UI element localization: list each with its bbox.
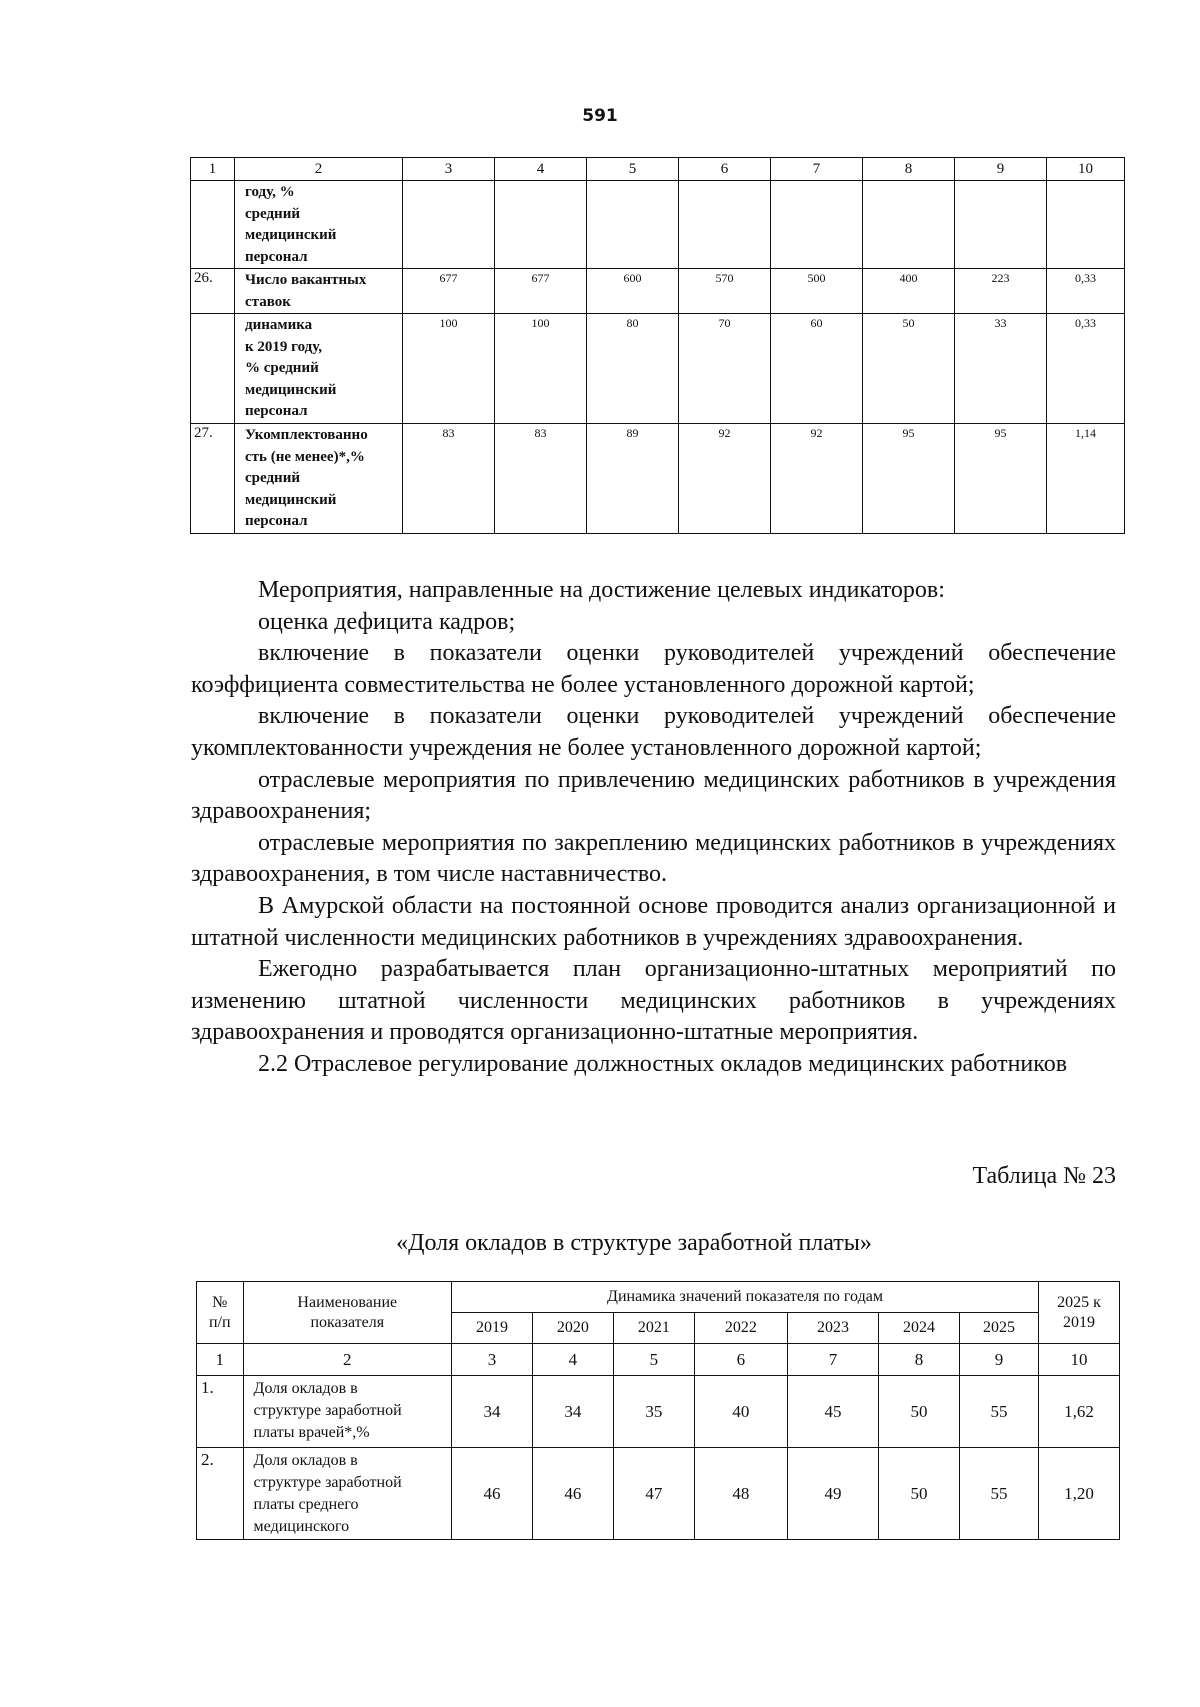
indicator-name — [243, 1376, 451, 1448]
value-cell: 95 — [863, 424, 955, 534]
name-line: платы среднего — [253, 1496, 359, 1513]
col-number: 3 — [452, 1344, 533, 1376]
value-cell — [495, 181, 587, 269]
value-cell — [771, 181, 863, 269]
column-numbers-row — [197, 1344, 1120, 1376]
column-numbers-row — [191, 158, 1125, 181]
value-cell: 80 — [587, 314, 679, 424]
col-number: 6 — [694, 1344, 787, 1376]
name-line: структуре заработной — [253, 1402, 402, 1419]
value-cell: 89 — [587, 424, 679, 534]
paragraph: включение в показатели оценки руководителей учреждений обеспечение коэффициента совместительства не более установленного дорожной картой; — [191, 640, 1116, 698]
header-line: 2025 к — [1057, 1293, 1101, 1311]
value-cell — [403, 181, 495, 269]
indicator-name — [235, 181, 403, 269]
name-line: средний — [245, 470, 300, 486]
row-number — [191, 314, 235, 424]
value-cell: 33 — [955, 314, 1047, 424]
year-cell: 2022 — [694, 1313, 787, 1344]
col-number: 10 — [1038, 1344, 1119, 1376]
page-number: 591 — [582, 106, 618, 126]
header-line: п/п — [208, 1313, 231, 1331]
indicator-name — [235, 424, 403, 534]
name-line: средний — [245, 205, 300, 222]
value-cell: 40 — [694, 1376, 787, 1448]
col-number: 5 — [613, 1344, 694, 1376]
col-number: 7 — [771, 158, 863, 181]
col-number: 10 — [1047, 158, 1125, 181]
value-cell: 92 — [771, 424, 863, 534]
paragraph: оценка дефицита кадров; — [258, 608, 516, 635]
col-number: 2 — [235, 158, 403, 181]
value-cell: 500 — [771, 269, 863, 314]
row-number: 26. — [191, 269, 235, 314]
salary-share-table — [196, 1281, 1120, 1540]
table-title-text: «Доля окладов в структуре заработной платы» — [396, 1230, 872, 1256]
name-line: сть (не менее)*,% — [245, 448, 365, 465]
name-line: Укомплектованно — [245, 427, 368, 443]
col-number: 6 — [679, 158, 771, 181]
value-cell: 47 — [613, 1448, 694, 1540]
col-number: 5 — [587, 158, 679, 181]
paragraph: отраслевые мероприятия по закреплению медицинских работников в учреждениях здравоохранения, в том числе наставничество. — [191, 829, 1116, 888]
indicator-name — [243, 1448, 451, 1540]
year-cell: 2023 — [787, 1313, 878, 1344]
table-label: Таблица № 23 — [972, 1163, 1116, 1189]
name-line: динамика — [245, 317, 313, 333]
name-line: к 2019 году, — [245, 338, 322, 355]
col-number: 1 — [197, 1344, 244, 1376]
value-cell: 35 — [613, 1376, 694, 1448]
paragraph: Мероприятия, направленные на достижение целевых индикаторов: — [258, 577, 945, 603]
name-line: медицинского — [253, 1518, 350, 1535]
value-cell: 70 — [679, 314, 771, 424]
col-number: 9 — [959, 1344, 1038, 1376]
value-cell: 48 — [694, 1448, 787, 1540]
value-cell: 600 — [587, 269, 679, 314]
year-cell: 2020 — [532, 1313, 613, 1344]
header-line: № — [212, 1293, 228, 1311]
indicator-name — [235, 269, 403, 314]
col-number: 1 — [191, 158, 235, 181]
value-cell: 0,33 — [1047, 314, 1125, 424]
header-row — [197, 1282, 1120, 1313]
year-cell: 2025 — [959, 1313, 1038, 1344]
value-cell: 1,62 — [1038, 1376, 1119, 1448]
value-cell: 55 — [959, 1448, 1038, 1540]
value-cell: 46 — [452, 1448, 533, 1540]
header-line: показателя — [310, 1313, 385, 1331]
value-cell: 677 — [495, 269, 587, 314]
value-cell: 0,33 — [1047, 269, 1125, 314]
name-line: году, % — [245, 184, 295, 200]
value-cell: 92 — [679, 424, 771, 534]
value-cell: 60 — [771, 314, 863, 424]
col-number: 8 — [863, 158, 955, 181]
header-name — [243, 1282, 451, 1344]
value-cell: 55 — [959, 1376, 1038, 1448]
year-cell: 2019 — [452, 1313, 533, 1344]
name-line: Доля окладов в — [253, 1380, 358, 1397]
table-row — [191, 314, 1125, 424]
row-number: 2. — [197, 1448, 244, 1540]
col-number: 3 — [403, 158, 495, 181]
col-number: 4 — [532, 1344, 613, 1376]
name-line: структуре заработной — [253, 1474, 402, 1491]
name-line: персонал — [245, 248, 308, 265]
header-num — [197, 1282, 244, 1344]
value-cell — [679, 181, 771, 269]
name-line: персонал — [245, 403, 308, 419]
value-cell — [955, 181, 1047, 269]
value-cell: 50 — [879, 1376, 960, 1448]
paragraph: Ежегодно разрабатывается план организационно-штатных мероприятий по изменению штатной численности медицинских работников в учреждениях здравоохранения и проводятся организационно-штатные мероприятия. — [191, 956, 1116, 1046]
value-cell — [587, 181, 679, 269]
indicators-table-continuation — [190, 157, 1125, 534]
value-cell — [1047, 181, 1125, 269]
paragraph: отраслевые мероприятия по привлечению медицинских работников в учреждения здравоохранения; — [191, 766, 1116, 825]
value-cell: 34 — [452, 1376, 533, 1448]
section-heading: 2.2 Отраслевое регулирование должностных окладов медицинских работников — [258, 1050, 1068, 1077]
value-cell: 83 — [403, 424, 495, 534]
name-line: медицинский — [245, 381, 337, 398]
year-cell: 2024 — [879, 1313, 960, 1344]
value-cell: 223 — [955, 269, 1047, 314]
table-title — [0, 1230, 1200, 1257]
table-row — [191, 424, 1125, 534]
header-line: Наименование — [297, 1293, 398, 1311]
header-ratio — [1038, 1282, 1119, 1344]
value-cell: 1,14 — [1047, 424, 1125, 534]
header-line: 2019 — [1062, 1313, 1095, 1331]
value-cell: 46 — [532, 1448, 613, 1540]
value-cell: 50 — [879, 1448, 960, 1540]
value-cell: 83 — [495, 424, 587, 534]
value-cell: 100 — [403, 314, 495, 424]
col-number: 4 — [495, 158, 587, 181]
name-line: Доля окладов в — [253, 1452, 358, 1469]
name-line: Число вакантных — [245, 272, 367, 288]
value-cell: 45 — [787, 1376, 878, 1448]
value-cell: 677 — [403, 269, 495, 314]
value-cell: 1,20 — [1038, 1448, 1119, 1540]
name-line: медицинский — [245, 491, 337, 508]
name-line: персонал — [245, 513, 308, 529]
body-text — [191, 575, 1116, 1081]
row-number: 27. — [191, 424, 235, 534]
col-number: 7 — [787, 1344, 878, 1376]
value-cell: 570 — [679, 269, 771, 314]
name-line: платы врачей*,% — [253, 1424, 370, 1441]
header-dynamics: Динамика значений показателя по годам — [452, 1282, 1039, 1313]
year-cell: 2021 — [613, 1313, 694, 1344]
paragraph: В Амурской области на постоянной основе проводится анализ организационной и штатной численности медицинских работников в учреждениях здравоохранения. — [191, 892, 1116, 951]
value-cell: 34 — [532, 1376, 613, 1448]
value-cell: 50 — [863, 314, 955, 424]
paragraph: включение в показатели оценки руководителей учреждений обеспечение укомплектованности учреждения не более установленного дорожной картой; — [191, 703, 1116, 761]
col-number: 8 — [879, 1344, 960, 1376]
value-cell: 100 — [495, 314, 587, 424]
table-row — [197, 1376, 1120, 1448]
name-line: медицинский — [245, 227, 337, 243]
indicator-name — [235, 314, 403, 424]
table-row — [197, 1448, 1120, 1540]
col-number: 9 — [955, 158, 1047, 181]
value-cell — [863, 181, 955, 269]
row-number — [191, 181, 235, 269]
value-cell: 95 — [955, 424, 1047, 534]
row-number: 1. — [197, 1376, 244, 1448]
table-row — [191, 181, 1125, 269]
name-line: ставок — [245, 293, 291, 310]
table-row — [191, 269, 1125, 314]
value-cell: 400 — [863, 269, 955, 314]
name-line: % средний — [245, 360, 319, 376]
col-number: 2 — [243, 1344, 451, 1376]
value-cell: 49 — [787, 1448, 878, 1540]
